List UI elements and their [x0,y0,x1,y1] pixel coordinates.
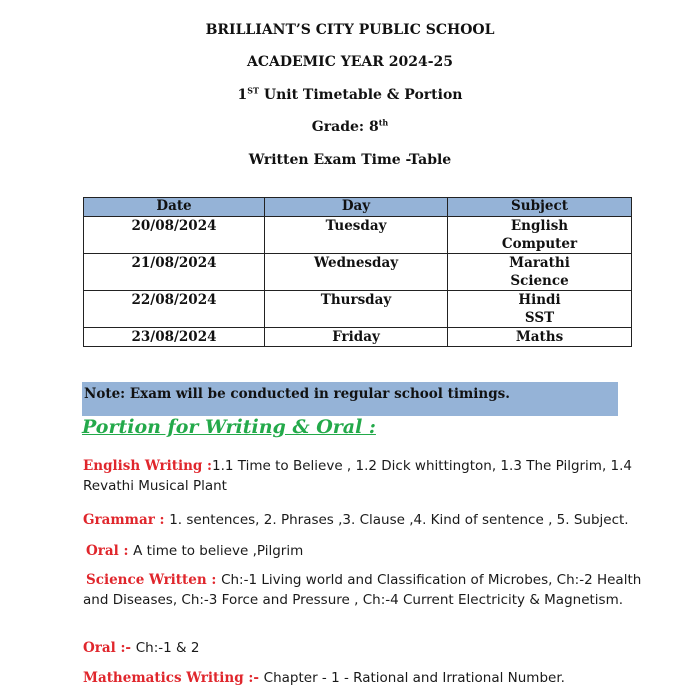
portion-text: 1. sentences, 2. Phrases ,3. Clause ,4. Kind of sentence , 5. Subject. [169,512,629,528]
portion-english-oral [86,541,646,561]
table-row [84,328,632,347]
subject-cell [448,254,632,291]
day-cell: Thursday [265,291,448,328]
portion-label: Oral :- [83,640,136,656]
portion-text: Ch:-1 Living world and Classification of Microbes, Ch:-2 Health and Diseases, Ch:-3 Force and Pressure , Ch:-4 Current Electricity & Magnetism. [83,572,642,608]
subject-cell [448,217,632,254]
subject-name: English [510,218,569,234]
portion-label: Science Written : [86,572,222,588]
academic-year: ACADEMIC YEAR 2024-25 [246,54,454,70]
column-header-date: Date [84,198,265,217]
grade-superscript: th [378,117,389,128]
unit-number: 1 [237,87,248,103]
subject-cell [448,328,632,347]
date-cell: 20/08/2024 [84,217,265,254]
exam-note: Note: Exam will be conducted in regular school timings. [82,382,618,416]
day-cell: Wednesday [265,254,448,291]
table-row [84,254,632,291]
column-header-day: Day [265,198,448,217]
portion-text: Chapter - 1 - Rational and Irrational Number. [263,670,565,686]
grade-text: Grade: 8 [311,119,379,135]
portion-label: Oral : [86,543,134,559]
day-cell: Friday [265,328,448,347]
unit-title [0,87,700,103]
table-header-row [84,198,632,217]
portion-text: 1.1 Time to Believe , 1.2 Dick whittington, 1.3 The Pilgrim, 1.4 Revathi Musical Plant [83,458,633,494]
column-header-subject: Subject [448,198,632,217]
date-cell: 21/08/2024 [84,254,265,291]
date-cell: 23/08/2024 [84,328,265,347]
exam-title: Written Exam Time -Table [248,152,452,168]
subject-name: Science [510,273,569,289]
subject-name: Maths [515,329,564,345]
portion-label: Grammar : [83,512,170,528]
portion-heading: Portion for Writing & Oral : [82,416,376,438]
subject-name: Hindi [518,292,561,308]
school-name: BRILLIANT’S CITY PUBLIC SCHOOL [205,22,495,38]
subject-cell [448,291,632,328]
portion-text: A time to believe ,Pilgrim [133,543,304,559]
unit-rest: Unit Timetable & Portion [258,87,463,103]
portion-label: English Writing : [83,458,213,474]
table-row [84,217,632,254]
subject-name: Computer [501,236,578,252]
portion-science-oral [83,638,643,658]
portion-label: Mathematics Writing :- [83,670,264,686]
date-cell: 22/08/2024 [84,291,265,328]
day-cell: Tuesday [265,217,448,254]
grade-title [0,119,700,135]
exam-timetable [83,197,632,347]
portion-english-writing [83,456,643,496]
portion-science-written [83,570,643,610]
portion-text: Ch:-1 & 2 [135,640,200,656]
portion-mathematics-writing [83,668,643,688]
table-row [84,291,632,328]
unit-superscript: ST [247,85,259,96]
subject-name: Marathi [509,255,570,271]
subject-name: SST [524,310,555,326]
portion-grammar [83,510,643,530]
